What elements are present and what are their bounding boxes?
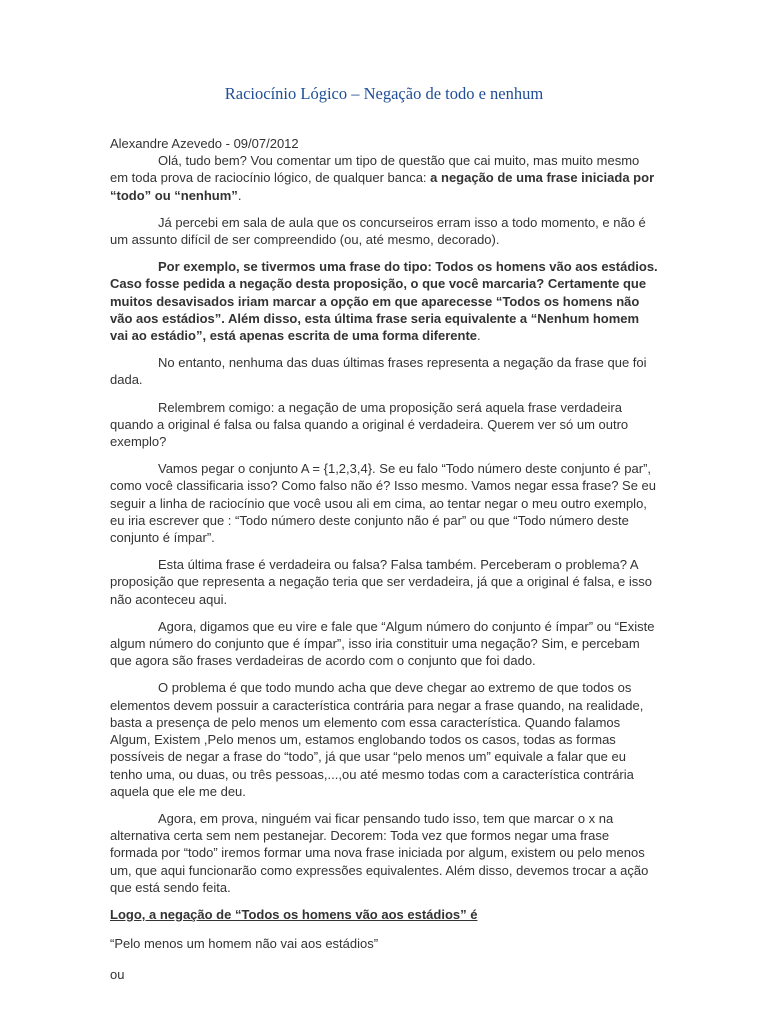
paragraph-example-bold: Por exemplo, se tivermos uma frase do tipo: Todos os homens vão aos estádios. Caso fosse pedida a negação desta proposição, o que você marcaria? Certamente que muitos desavisados iriam marcar a opção em que aparecesse “Todos os homens não vão aos estádios”. Além disso, esta última frase seria equivalente a “Nenhum homem vai ao estádio”, está apenas escrita de uma forma diferente bbox=[110, 259, 658, 344]
paragraph-intro-end: . bbox=[237, 187, 242, 203]
paragraph-7: Esta última frase é verdadeira ou falsa? Falsa também. Perceberam o problema? A proposição que representa a negação teria que ser verdadeira, já que a original é falsa, e isso não aconteceu aqui. bbox=[110, 557, 653, 607]
paragraph-5: Relembrem comigo: a negação de uma proposição será aquela frase verdadeira quando a original é falsa ou falsa quando a original é verdadeira. Querem ver só um outro exemplo? bbox=[110, 399, 629, 450]
paragraph-intro-text: Olá, tudo bem? Vou comentar um tipo de questão que cai muito, mas muito mesmo em toda prova de raciocínio lógico, de qualquer banca: bbox=[110, 153, 640, 186]
author-byline: Alexandre Azevedo - 09/07/2012 bbox=[110, 136, 299, 151]
paragraph-4: No entanto, nenhuma das duas últimas frases representa a negação da frase que foi dada. bbox=[110, 355, 647, 388]
paragraph-10: Agora, em prova, ninguém vai ficar pensando tudo isso, tem que marcar o x na alternativa certa sem nem pestanejar. Decorem: Toda vez que formos negar uma frase formada por “todo” iremos formar uma nova frase iniciada por algum, existem ou pelo menos um, que aqui funcionarão como expressões equivalentes. Além disso, devemos trocar a ação que está sendo feita. bbox=[110, 810, 649, 895]
conclusion-heading: Logo, a negação de “Todos os homens vão aos estádios” é bbox=[110, 906, 478, 922]
paragraph-8: Agora, digamos que eu vire e fale que “Algum número do conjunto é ímpar” ou “Existe algum número do conjunto que é ímpar”, isso iria constituir uma negação? Sim, e percebam que agora são frases verdadeiras de acordo com o conjunto que foi dado. bbox=[110, 618, 655, 669]
paragraph-2: Já percebi em sala de aula que os concurseiros erram isso a todo momento, e não é um assunto difícil de ser compreendido (ou, até mesmo, decorado). bbox=[110, 214, 646, 248]
paragraph-9: O problema é que todo mundo acha que deve chegar ao extremo de que todos os elementos devem possuir a característica contrária para negar a frase quando, na realidade, basta a presença de pelo menos um elemento com essa característica. Quando falamos Algum, Existem ,Pelo menos um, estamos englobando todos os casos, todas as formas possíveis de negar a frase do “todo”, já que usar “pelo menos um” equivale a falar que eu tenho uma, ou duas, ou três pessoas,...,ou até mesmo todas com a característica contrária aquela que ele me deu. bbox=[110, 680, 644, 799]
paragraph-intro-bold: a negação de uma frase iniciada por “todo” ou “nenhum” bbox=[110, 170, 655, 203]
negation-quote: “Pelo menos um homem não vai aos estádios” bbox=[110, 936, 379, 952]
paragraph-example-end: . bbox=[477, 328, 481, 344]
document-title: Raciocínio Lógico – Negação de todo e nenhum bbox=[224, 84, 544, 103]
paragraph-intro bbox=[110, 152, 658, 204]
paragraph-example bbox=[110, 258, 658, 344]
paragraph-6: Vamos pegar o conjunto A = {1,2,3,4}. Se eu falo “Todo número deste conjunto é par”, como você classificaria isso? Como falso não é? Isso mesmo. Vamos negar essa frase? Se eu seguir a linha de raciocínio que você usou ali em cima, ao tentar negar o meu outro exemplo, eu iria escrever que : “Todo número deste conjunto não é par” ou que “Todo número deste conjunto é ímpar”. bbox=[110, 461, 657, 546]
ou-text: ou bbox=[110, 967, 125, 983]
document-body bbox=[110, 135, 658, 984]
